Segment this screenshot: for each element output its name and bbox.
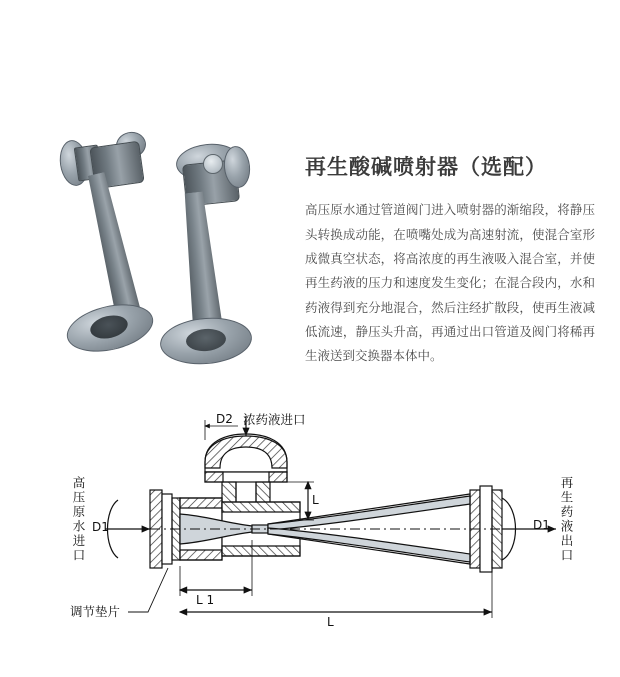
label-top-port: 浓药液进口 (243, 412, 306, 427)
label-top-dim: D2 (216, 412, 233, 426)
label-dim-l: L (327, 615, 334, 629)
pressure-gauge-icon (203, 154, 223, 174)
product-description: 高压原水通过管道阀门进入喷射器的渐缩段，将静压头转换成动能，在喷嘴处成为高速射流，使混合室形成微真空状态，将高浓度的再生液吸入混合室，并使再生药液的压力和速度发生变化；在混合段内，水和药液得到充分地混合，然后注经扩散段，使再生液减低流速，静压头升高，再通过出口管道及阀门将稀再生液送到交换器本体中。 (305, 202, 595, 364)
label-dim-l-vertical: L (312, 493, 319, 507)
label-outlet-dim: D1 (533, 518, 550, 532)
technical-drawing (0, 390, 620, 677)
ejector-photo (48, 110, 298, 375)
left-ejector-diffuser (83, 171, 142, 323)
label-outlet: 再生药液出口 (559, 476, 574, 563)
label-inlet-dim: D1 (92, 520, 109, 534)
right-ejector-diffuser (179, 191, 223, 333)
page-title: 再生酸碱喷射器（选配） (305, 155, 547, 179)
label-gasket: 调节垫片 (70, 604, 121, 619)
label-inlet: 高压原水进口 (71, 476, 86, 563)
title-block (305, 155, 595, 369)
label-dim-l1: L 1 (196, 593, 215, 607)
